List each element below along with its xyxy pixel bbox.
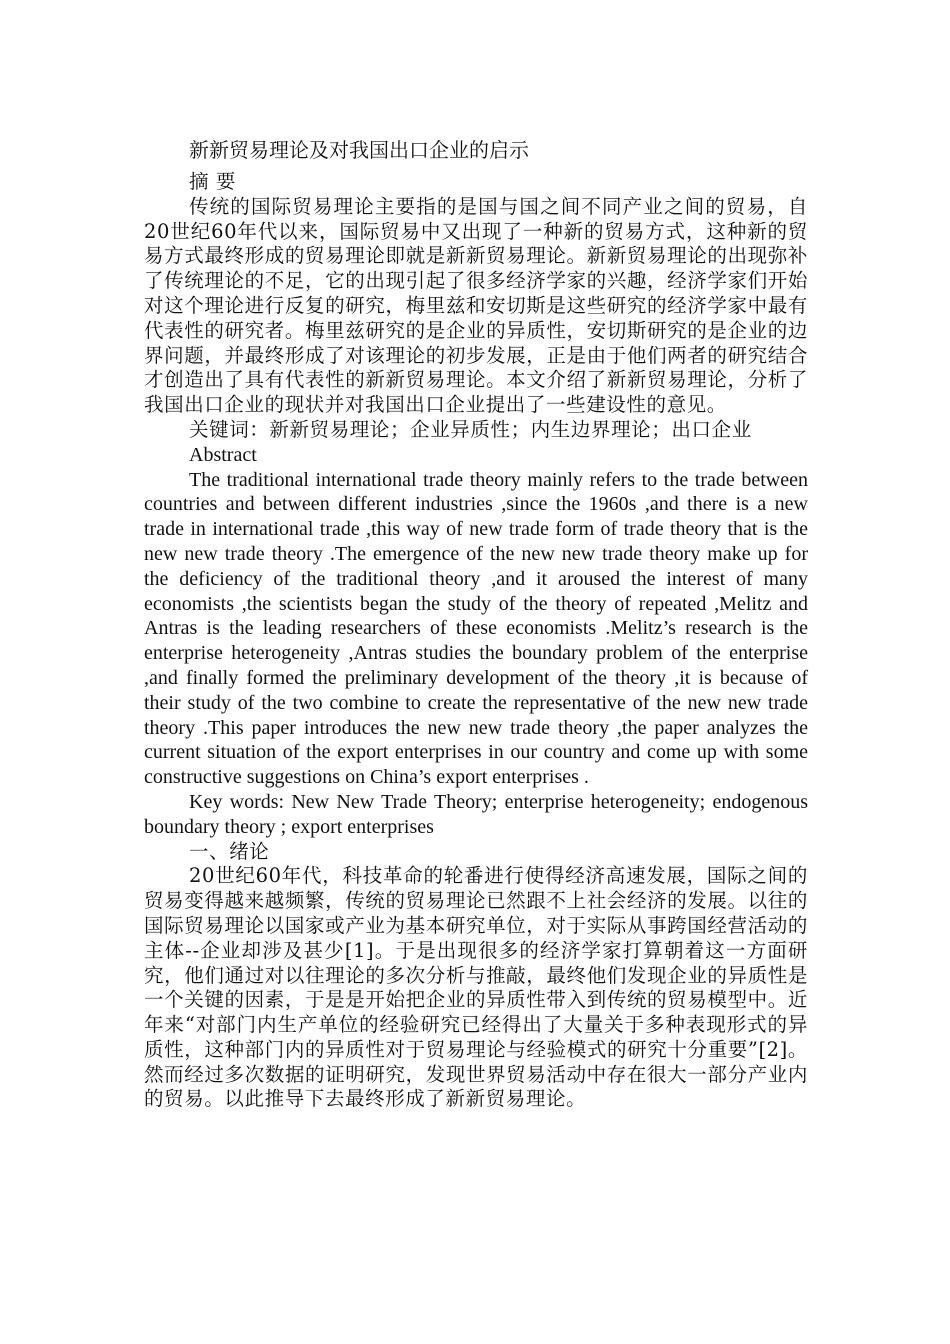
keywords-en: Key words: New New Trade Theory; enterprise heterogeneity; endogenous boundary theory ; export enterprises [144,790,808,838]
abstract-en-heading: Abstract [189,443,257,466]
document-title: 新新贸易理论及对我国出口企业的启示 [189,138,529,162]
section-1-body: 20世纪60年代，科技革命的轮番进行使得经济高速发展，国际之间的贸易变得越来越频繁，传统的贸易理论已然跟不上社会经济的发展。以往的国际贸易理论以国家或产业为基本研究单位，对于实际从事跨国经营活动的主体--企业却涉及甚少[1]。于是出现很多的经济学家打算朝着这一方面研究，他们通过对以往理论的多次分析与推敲，最终他们发现企业的异质性是一个关键的因素，于是是开始把企业的异质性带入到传统的贸易模型中。近年来“对部门内生产单位的经验研究已经得出了大量关于多种表现形式的异质性，这种部门内的异质性对于贸易理论与经验模式的研究十分重要”[2]。然而经过多次数据的证明研究，发现世界贸易活动中存在很大一部分产业内的贸易。以此推导下去最终形成了新新贸易理论。 [144,864,808,1111]
abstract-cn-heading: 摘 要 [189,170,236,193]
section-1-heading: 一、绪论 [189,839,270,863]
abstract-cn-body: 传统的国际贸易理论主要指的是国与国之间不同产业之间的贸易，自20世纪60年代以来，国际贸易中又出现了一种新的贸易方式，这种新的贸易方式最终形成的贸易理论即就是新新贸易理论。新新贸易理论的出现弥补了传统理论的不足，它的出现引起了很多经济学家的兴趣，经济学家们开始对这个理论进行反复的研究，梅里兹和安切斯是这些研究的经济学家中最有代表性的研究者。梅里兹研究的是企业的异质性，安切斯研究的是企业的边界问题，并最终形成了对该理论的初步发展，正是由于他们两者的研究结合才创造出了具有代表性的新新贸易理论。本文介绍了新新贸易理论，分析了我国出口企业的现状并对我国出口企业提出了一些建设性的意见。 [144,194,808,417]
document-page [144,136,808,1112]
abstract-en-body: The traditional international trade theory mainly refers to the trade between countries and between different industries ,since the 1960s ,and there is a new trade in international trade ,this way of new trade form of trade theory that is the new new trade theory .The emergence of the new new trade theory make up for the deficiency of the traditional theory ,and it aroused the interest of many economists ,the scientists began the study of the theory of repeated ,Melitz and Antras is the leading researchers of these economists .Melitz’s research is the enterprise heterogeneity ,Antras studies the boundary problem of the enterprise ,and finally formed the preliminary development of the theory ,it is because of their study of the two combine to create the representative of the new new trade theory .This paper introduces the new new trade theory ,the paper analyzes the current situation of the export enterprises in our country and come up with some constructive suggestions on China’s export enterprises . [144,468,808,789]
keywords-cn: 关键词：新新贸易理论；企业异质性；内生边界理论；出口企业 [189,417,752,441]
